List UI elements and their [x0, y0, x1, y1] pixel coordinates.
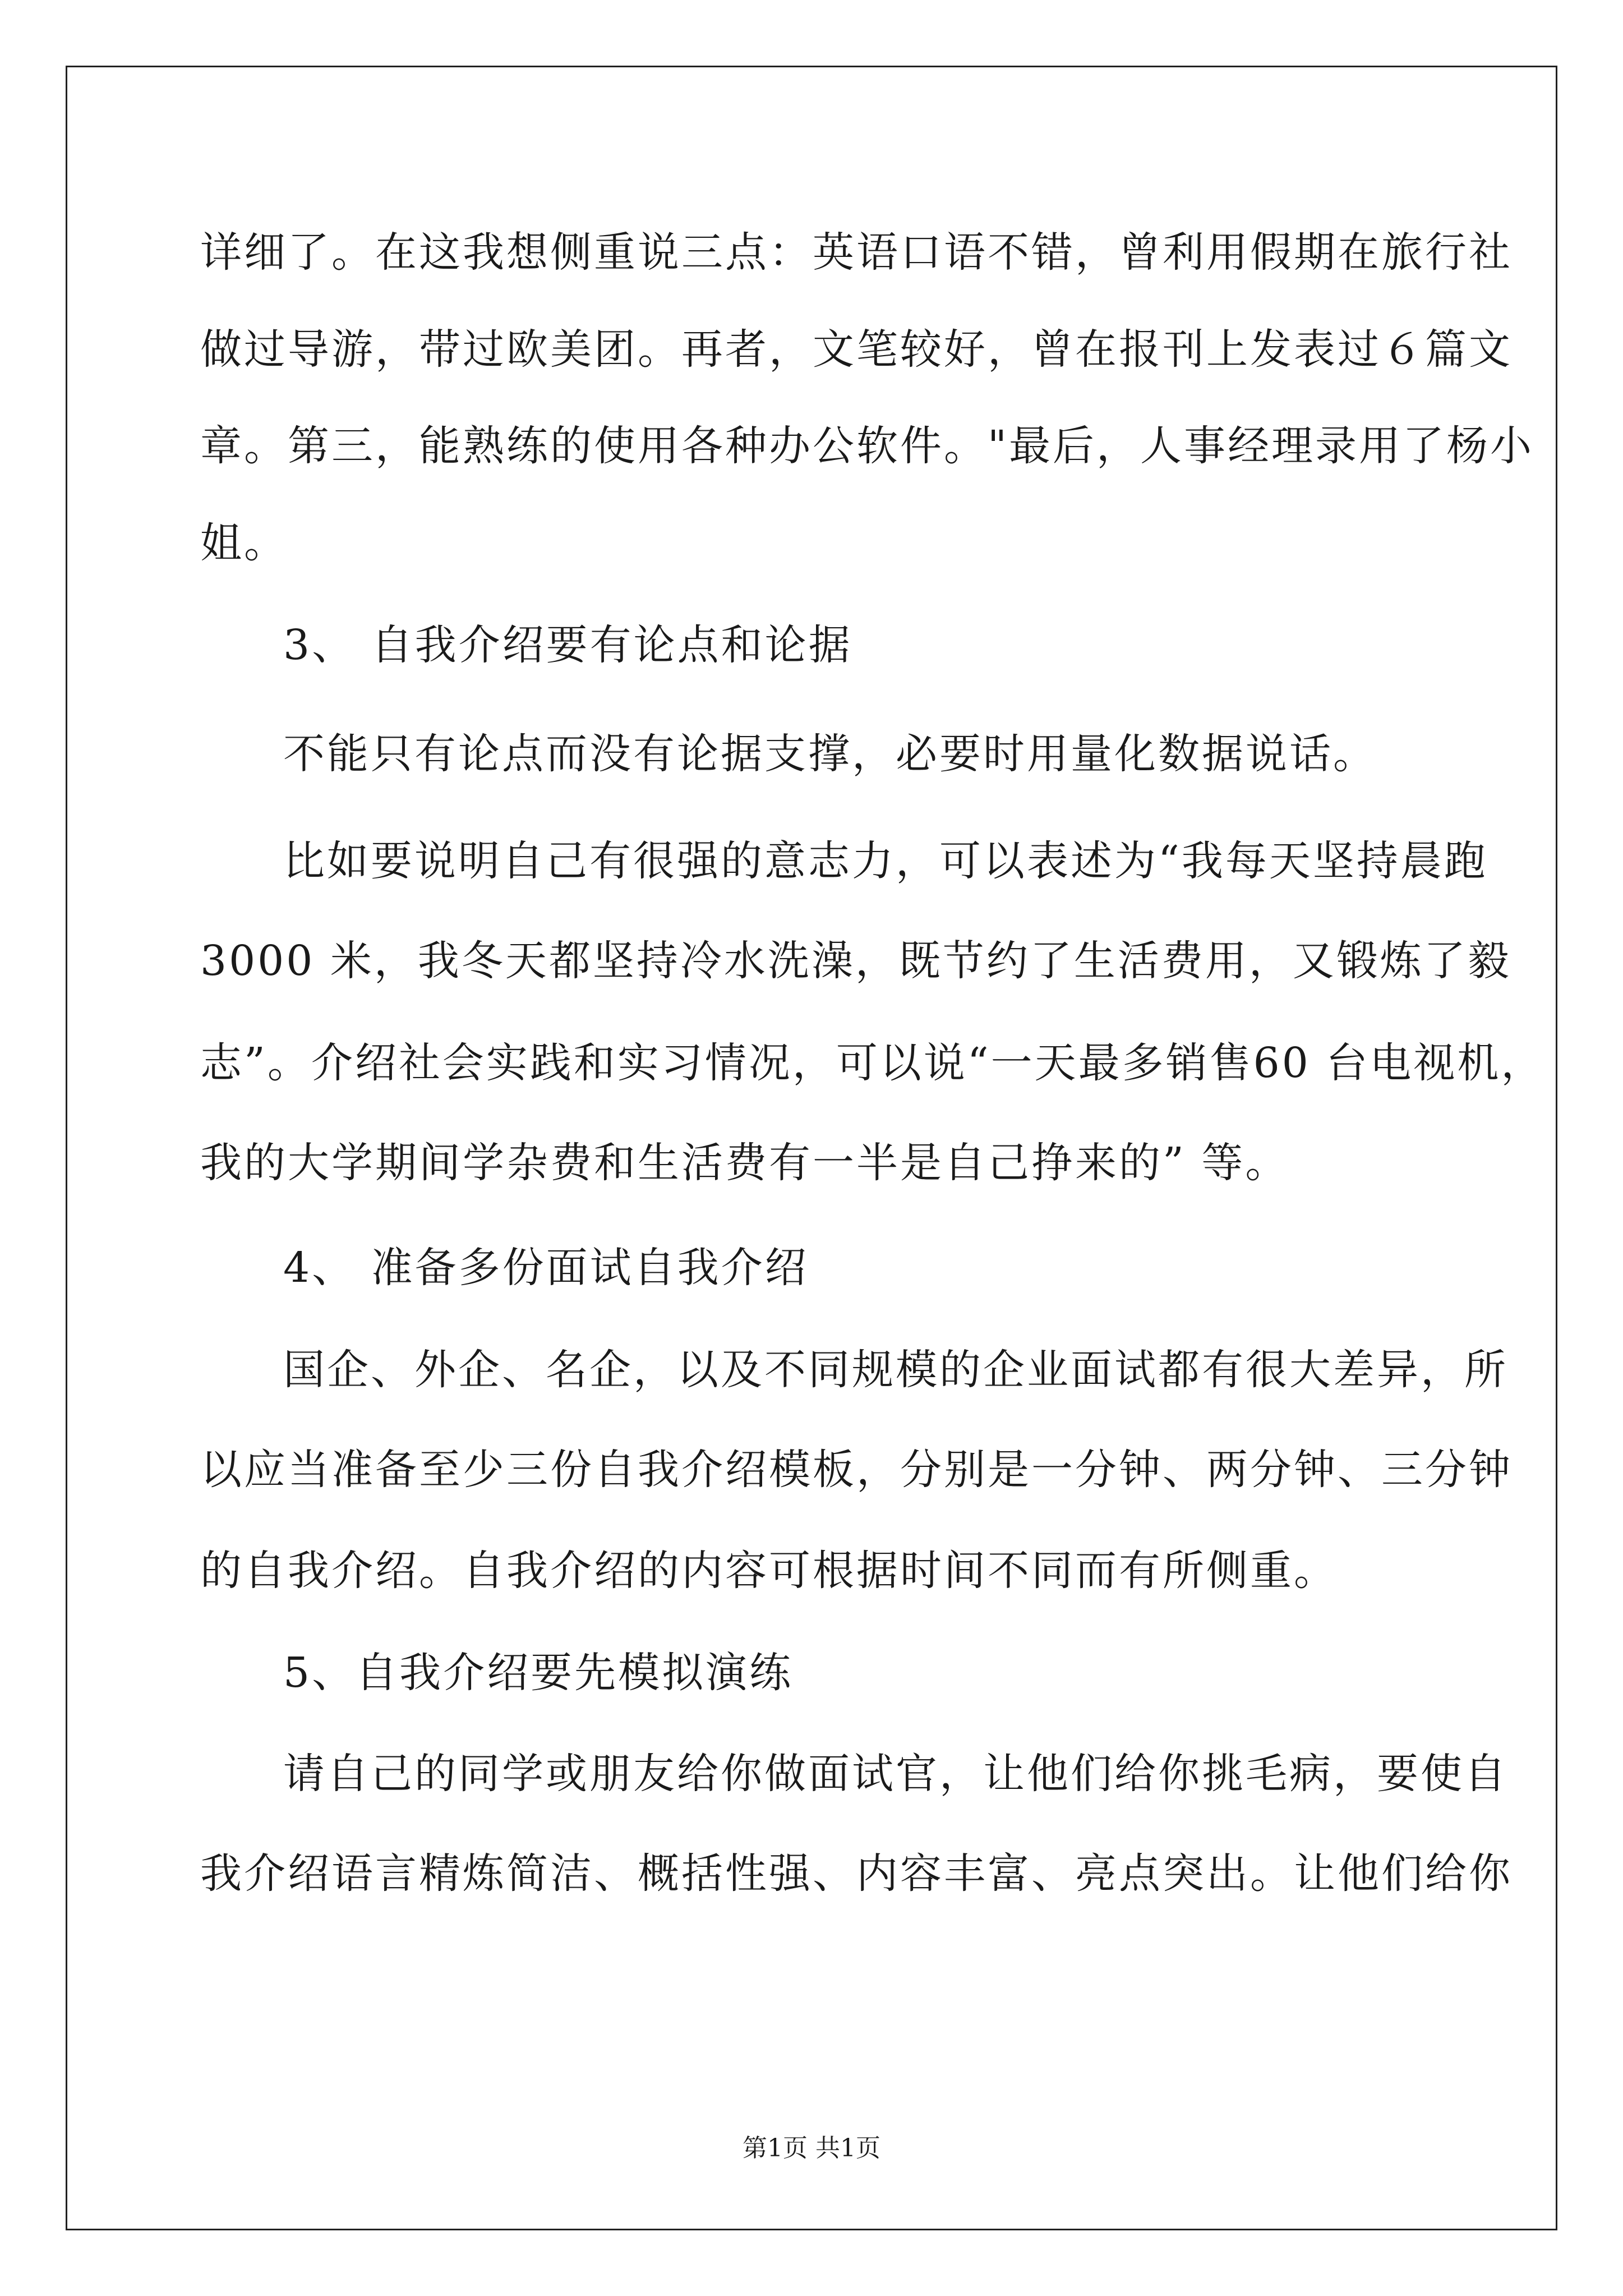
- text-line: 详细了。在这我想侧重说三点：英语口语不错，曾利用假期在旅行社: [200, 228, 1513, 277]
- text-line: 我的大学期间学杂费和生活费有一半是自己挣来的” 等。: [200, 1139, 1289, 1187]
- section-heading: 3、 自我介绍要有论点和论据: [283, 621, 852, 669]
- section-heading: 5、自我介绍要先模拟演练: [283, 1649, 794, 1697]
- text-line: 章。第三，能熟练的使用各种办公软件。"最后，人事经理录用了杨小: [200, 422, 1534, 470]
- text-line: 请自己的同学或朋友给你做面试官，让他们给你挑毛病，要使自: [283, 1750, 1508, 1798]
- section-heading: 4、 准备多份面试自我介绍: [283, 1244, 809, 1292]
- text-line: 比如要说明自己有很强的意志力，可以表述为“我每天坚持晨跑: [283, 837, 1488, 885]
- text-line: 做过导游，带过欧美团。再者，文笔较好，曾在报刊上发表过６篇文: [200, 325, 1513, 374]
- text-line: 志”。介绍社会实践和实习情况，可以说“一天最多销售60 台电视机，: [200, 1039, 1545, 1087]
- text-line: 3000 米，我冬天都坚持冷水洗澡，既节约了生活费用，又锻炼了毅: [200, 937, 1511, 985]
- text-line: 姐。: [200, 519, 288, 567]
- text-line: 我介绍语言精炼简洁、概括性强、内容丰富、亮点突出。让他们给你: [200, 1849, 1513, 1898]
- text-line: 国企、外企、名企，以及不同规模的企业面试都有很大差异，所: [283, 1346, 1508, 1394]
- text-line: 以应当准备至少三份自我介绍模板，分别是一分钟、两分钟、三分钟: [200, 1446, 1513, 1494]
- text-line: 不能只有论点而没有论据支撑，必要时用量化数据说话。: [283, 730, 1377, 778]
- page-number-footer: 第1页 共1页: [743, 2134, 880, 2162]
- text-line: 的自我介绍。自我介绍的内容可根据时间不同而有所侧重。: [200, 1547, 1338, 1595]
